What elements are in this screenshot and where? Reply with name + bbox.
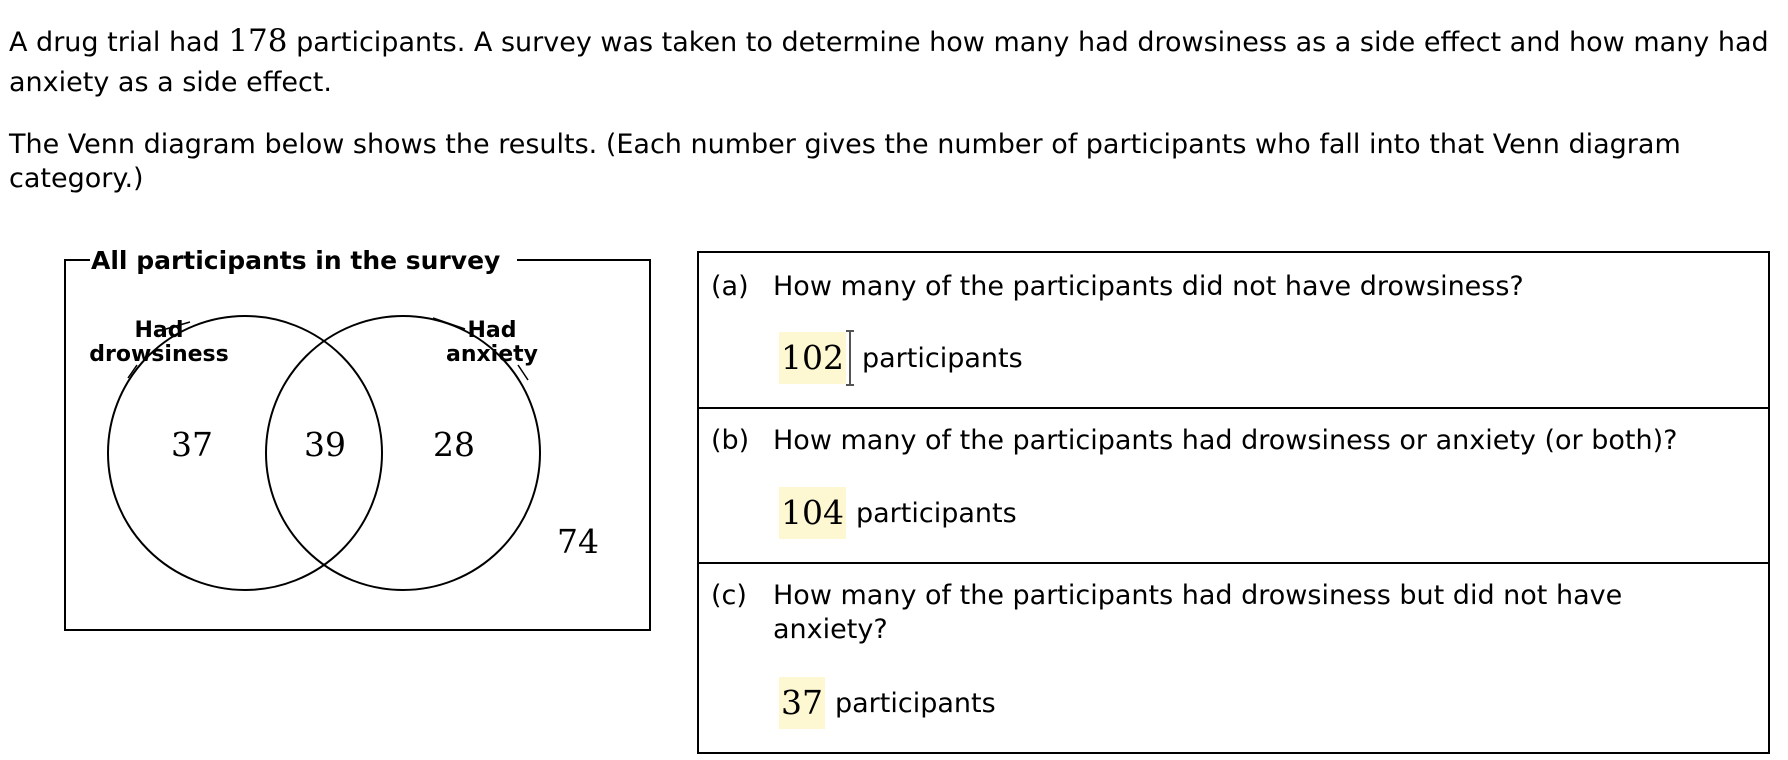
question-b-text: How many of the participants had drowsiness or anxiety (or both)? — [773, 425, 1678, 456]
question-b-panel — [697, 407, 1770, 564]
question-c-letter: (c) — [711, 580, 747, 611]
answer-a-unit: participants — [862, 342, 1023, 374]
drowsiness-label-line1: Had — [134, 318, 184, 343]
venn-diagram — [0, 0, 680, 640]
question-c-panel — [697, 562, 1770, 754]
text-cursor-icon — [844, 329, 856, 387]
question-a-panel — [697, 251, 1770, 409]
neither-count: 74 — [557, 522, 599, 561]
only-anxiety-count: 28 — [433, 425, 475, 464]
answer-b-field[interactable]: 104 — [779, 487, 846, 539]
question-a-letter: (a) — [711, 271, 749, 302]
drowsiness-label-line2: drowsiness — [89, 342, 229, 367]
answer-c-field[interactable]: 37 — [779, 677, 825, 729]
question-c-text: How many of the participants had drowsiness but did not have anxiety? — [773, 580, 1623, 645]
answer-c-unit: participants — [835, 687, 996, 719]
question-b-answer-row — [779, 487, 1017, 539]
total-participants: 178 — [228, 23, 288, 59]
anxiety-label-line — [433, 318, 465, 329]
question-b-letter: (b) — [711, 425, 750, 456]
intro-text-end: participants. A survey was taken to determine how many had drowsiness as a side effect and how many had anxiety as a side effect. — [9, 27, 1769, 98]
anxiety-label-line1: Had — [467, 318, 517, 343]
question-a-text: How many of the participants did not have drowsiness? — [773, 271, 1524, 302]
anxiety-label-line2: anxiety — [445, 342, 539, 367]
anxiety-label-line — [518, 365, 528, 380]
universal-set-border — [65, 260, 650, 630]
universal-set-title: All participants in the survey — [91, 246, 501, 275]
answer-b-unit: participants — [856, 497, 1017, 529]
question-c-answer-row — [779, 677, 996, 729]
answer-a-field[interactable]: 102 — [779, 332, 846, 384]
intro-text-start: A drug trial had — [9, 27, 229, 58]
only-drowsiness-count: 37 — [171, 425, 213, 464]
question-a-answer-row — [779, 332, 1023, 384]
both-count: 39 — [304, 425, 346, 464]
venn-description: The Venn diagram below shows the results. (Each number gives the number of participants who fall into that Venn diagram category.) — [9, 129, 1681, 194]
